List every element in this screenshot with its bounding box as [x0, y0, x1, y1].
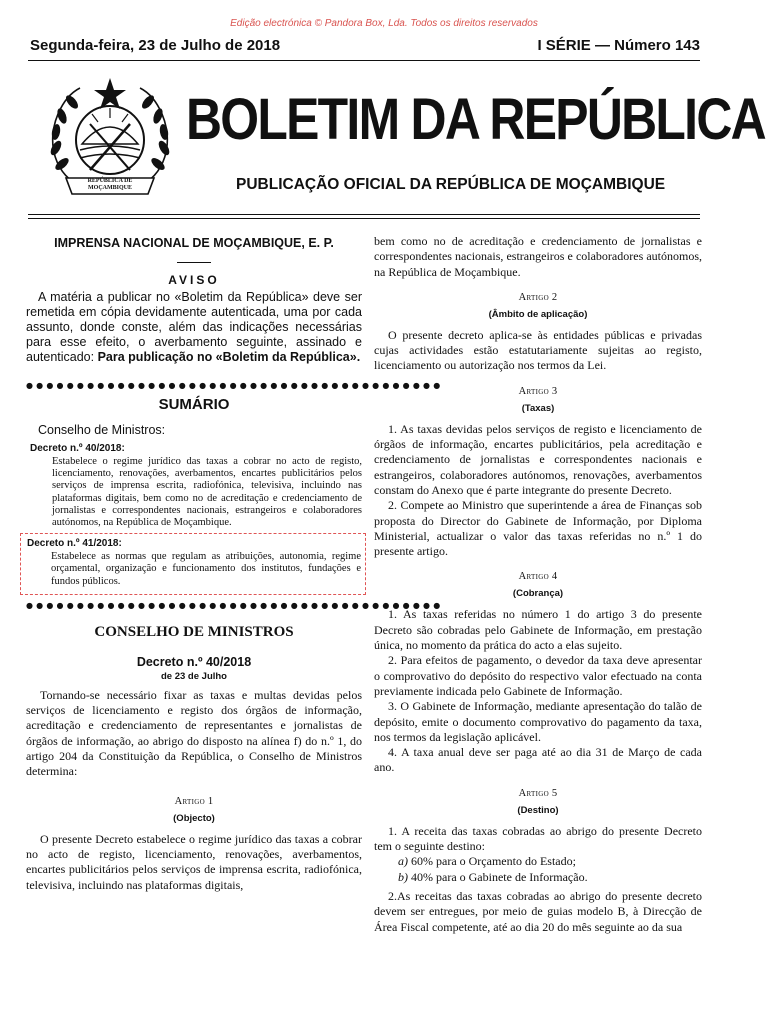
preambulo-paragraph: Tornando-se necessário fixar as taxas e multas devidas pelos serviços de licenciamento e registo dos órgãos de informação, acreditação e credenciamento de representantes e jornalistas de órgãos de informação, ao abrigo do disposto na alínea f) do n.º 1, do artigo 204 da Constituição da República, o Conselho de Ministros determina: [26, 687, 362, 779]
list-item-text: 60% para o Orçamento do Estado; [411, 854, 576, 869]
emblem-banner-text: REPÚBLICA DE MOÇAMBIQUE [87, 178, 133, 191]
right-column [374, 234, 702, 935]
artigo-paragraph: 3. O Gabinete de Informação, mediante apresentação do talão de depósito, emite o documento comprovativo do pagamento da taxa, nos termos da legislação aplicável. [374, 699, 702, 744]
sumario-entry-decreto-40[interactable] [26, 443, 362, 529]
header-rule-top [28, 60, 700, 61]
artigo-title: Artigo 3 [518, 385, 558, 397]
artigo-paragraph: 1. As taxas referidas no número 1 do artigo 3 do presente Decreto são cobradas pelo Gabinete de Informação, em prestação única, no momento da prática do acto a elas sujeito. [374, 607, 702, 653]
header-rule-bottom-2 [28, 218, 700, 219]
artigo-paragraph: O presente Decreto estabelece o regime jurídico das taxas a cobrar no acto de registo, licenciamento, renovações, averbamentos, encartes publicitários pelos serviços de imprensa escrita, radiofónica, televisiva, incluindo nas plataformas digitais, [26, 831, 362, 892]
dotted-separator: ●●●●●●●●●●●●●●●●●●●●●●●●●●●●●●●●●●●●●●●●● [26, 600, 444, 610]
artigo-subtitle: (Taxas) [521, 402, 555, 414]
continuation-paragraph: bem como no de acreditação e credenciamento de jornalistas e correspondentes nacionais, estrangeiros e colaboradores autónomos, na República de Moçambique. [374, 234, 702, 279]
artigo-title: Artigo 2 [518, 291, 558, 303]
sumario-title: SUMÁRIO [158, 396, 230, 413]
decreto-description: Estabelece o regime jurídico das taxas a cobrar no acto de registo, licenciamento, renovações, averbamentos, encartes publicitários pelos serviços de imprensa escrita, radiofónica, televisiva, incluindo nas plataformas digitais, bem como no de acreditação e credenciamento de jornalistas e correspondentes nacionais, estrangeiros e colaboradores autónomos, na República de Moçambique. [52, 456, 362, 529]
masthead-subtitle: PUBLICAÇÃO OFICIAL DA REPÚBLICA DE MOÇAMBIQUE [236, 176, 666, 193]
conselho-label: Conselho de Ministros: [38, 423, 166, 437]
decreto-label: Decreto n.º 40/2018: [30, 443, 125, 454]
header-rule-bottom [28, 214, 700, 215]
decreto-label: Decreto n.º 41/2018: [27, 538, 122, 550]
aviso-body-text: A matéria a publicar no «Boletim da República» deve ser remetida em cópia devidamente autenticada, uma por cada assunto, donde conste, além das indicações necessárias para esse efeito, o averbamento seguinte, assinado e autenticado: [26, 290, 362, 364]
issue-date: Segunda-feira, 23 de Julho de 2018 [30, 37, 281, 54]
publisher-name: IMPRENSA NACIONAL DE MOÇAMBIQUE, E. P. [54, 236, 334, 250]
decreto-description: Estabelece as normas que regulam as atribuições, autonomia, regime orçamental, organização e funcionamento dos institutos, fundações e fundos públicos. [51, 551, 361, 587]
divider [177, 262, 211, 263]
artigo-paragraph: 2. Para efeitos de pagamento, o devedor da taxa deve apresentar o comprovativo do depósito do respectivo valor efectuado na conta previamente indicada pelo Gabinete de Informação. [374, 653, 702, 698]
list-item [398, 854, 702, 869]
list-item-letter: b) [398, 869, 408, 884]
aviso-body [26, 290, 362, 365]
artigo-subtitle: (Objecto) [173, 812, 215, 824]
issue-serie-number: I SÉRIE — Número 143 [537, 37, 700, 54]
aviso-body-bold: Para publicação no «Boletim da República». [97, 350, 361, 364]
list-item [398, 870, 702, 885]
dotted-separator: ●●●●●●●●●●●●●●●●●●●●●●●●●●●●●●●●●●●●●●●●● [26, 381, 444, 390]
list-item-letter: a) [398, 854, 408, 869]
artigo-title: Artigo 5 [518, 787, 558, 799]
sumario-entry-decreto-41[interactable] [20, 533, 366, 595]
artigo-subtitle: (Âmbito de aplicação) [488, 308, 588, 320]
copyright-notice: Edição electrónica © Pandora Box, Lda. Todos os direitos reservados [230, 18, 538, 29]
left-column [26, 228, 444, 893]
artigo-title: Artigo 4 [518, 571, 558, 583]
artigo-paragraph: 4. A taxa anual deve ser paga até ao dia 31 de Março de cada ano. [374, 745, 702, 775]
decreto-date: de 23 de Julho [161, 670, 227, 682]
artigo-paragraph: 1. A receita das taxas cobradas ao abrigo do presente Decreto tem o seguinte destino: [374, 823, 702, 854]
masthead-title: BOLETIM DA REPÚBLICA [186, 87, 765, 152]
artigo-paragraph: 2. Compete ao Ministro que superintende a área de Finanças sob proposta do Director do Gabinete de Informação, por Diploma Ministerial, actualizar o valor das taxas referidas no n.º 1 do presente artigo. [374, 498, 702, 559]
decreto-heading: Decreto n.º 40/2018 [136, 654, 252, 669]
artigo-paragraph: O presente decreto aplica-se às entidades públicas e privadas cujas actividades estão estatutariamente sujeitas ao registo, licenciamento ou autorização nos termos da Lei. [374, 327, 702, 373]
list-item-text: 40% para o Gabinete de Informação. [411, 869, 588, 884]
artigo-title: Artigo 1 [174, 795, 214, 807]
artigo-subtitle: (Destino) [517, 804, 559, 816]
artigo-subtitle: (Cobrança) [512, 588, 564, 600]
artigo-paragraph: 1. As taxas devidas pelos serviços de registo e licenciamento de órgãos de informação, encartes publicitários, pela acreditação e credenciamento de jornalistas e correspondentes nacionais e estrangeiros, colaboradores autónomos, renovações, averbamentos constam do Anexo que é parte integrante do presente Decreto. [374, 421, 702, 497]
aviso-title: AVISO [168, 273, 220, 287]
section-heading: CONSELHO DE MINISTROS [94, 623, 294, 640]
artigo-paragraph: 2.As receitas das taxas cobradas ao abrigo do presente decreto devem ser entregues, por meio de guias modelo B, à Direcção de Área Fiscal competente, até ao dia 20 do mês seguinte ao da sua [374, 888, 702, 934]
